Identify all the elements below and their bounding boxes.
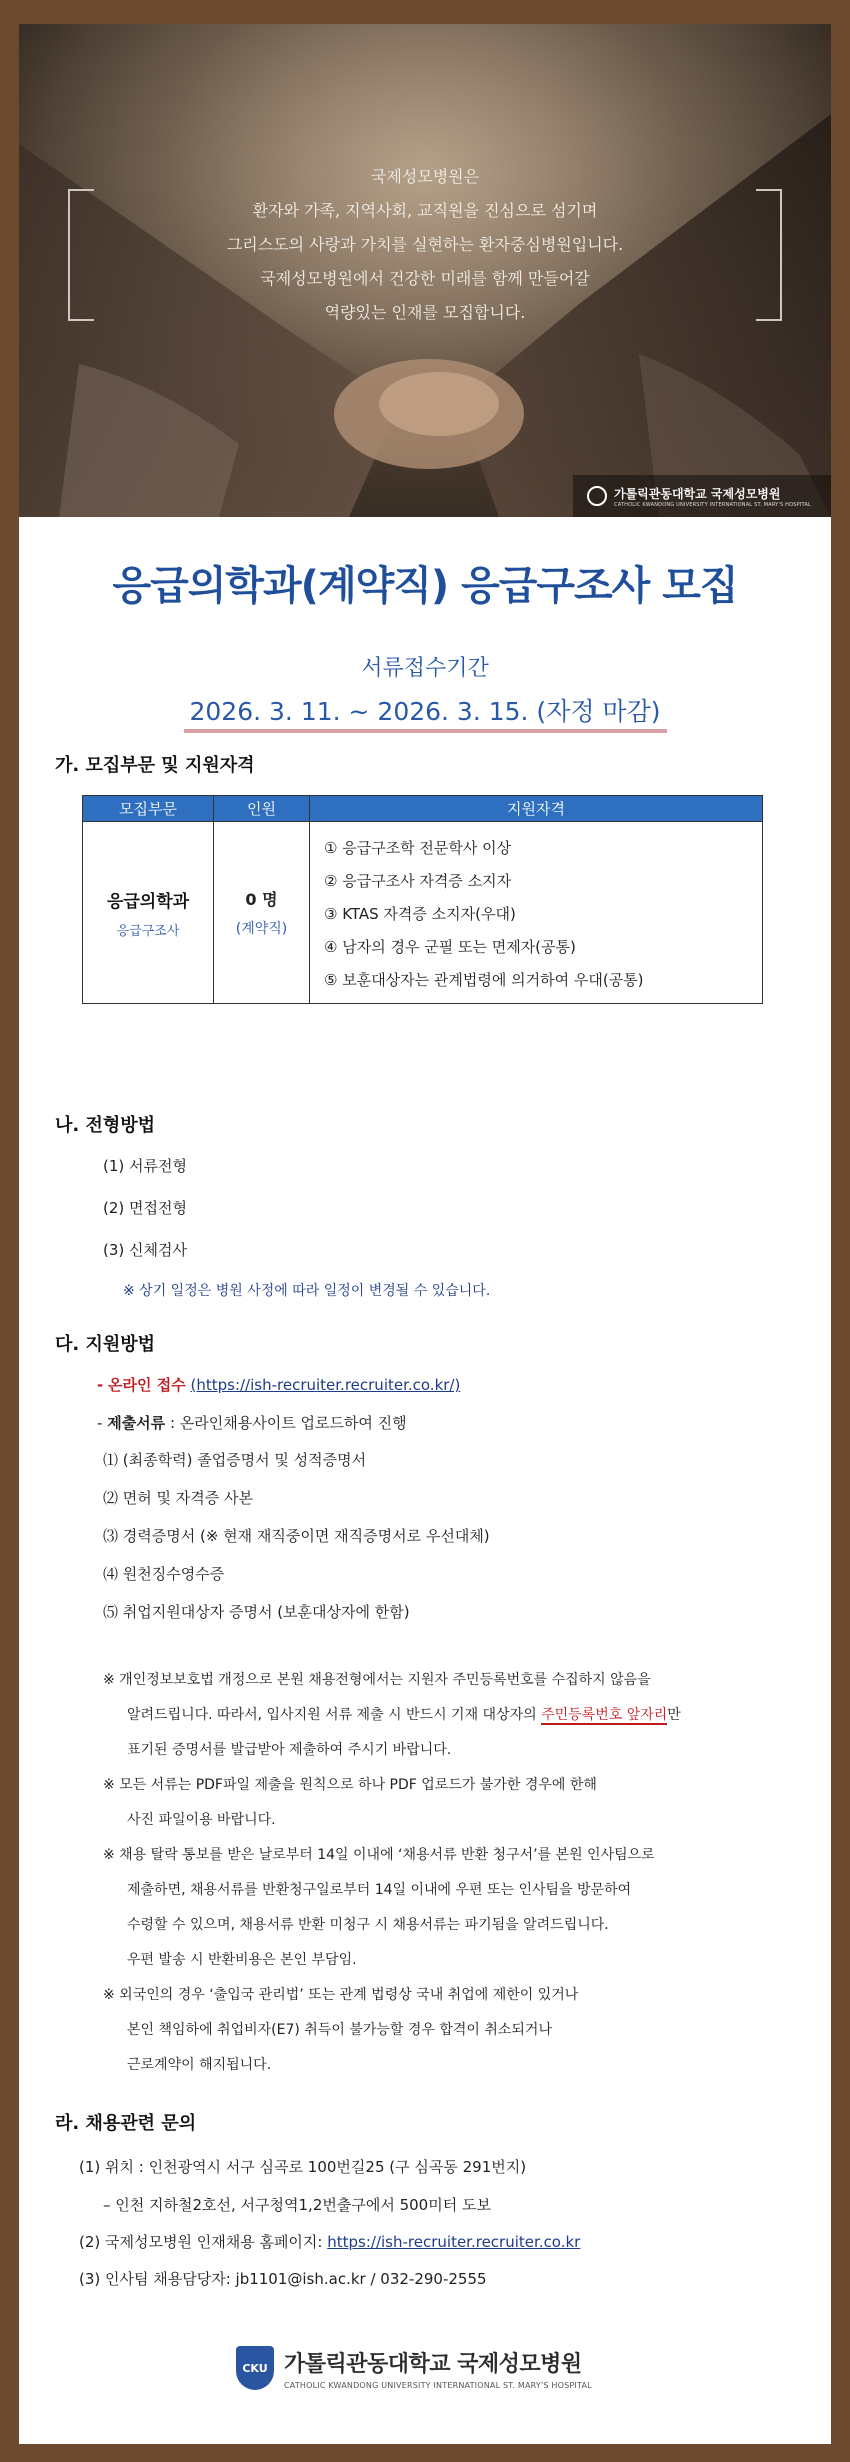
- right-bracket-decoration: [756, 189, 782, 321]
- privacy-note-line: 표기된 증명서를 발급받아 제출하여 주시기 바랍니다.: [127, 1742, 452, 1758]
- hero-line: 환자와 가족, 지역사회, 교직원을 진심으로 섬기며: [252, 201, 598, 220]
- section-c-heading: 다. 지원방법: [55, 1334, 156, 1355]
- hero-line: 그리스도의 사랑과 가치를 실현하는 환자중심병원입니다.: [226, 235, 624, 254]
- document-item: ⑸ 취업지원대상자 증명서 (보훈대상자에 한함): [103, 1603, 410, 1621]
- bullet-dash: -: [97, 1376, 104, 1394]
- foreigner-note-line: 본인 책임하에 취업비자(E7) 취득이 불가능할 경우 합격이 취소되거나: [127, 2022, 552, 2038]
- application-period: [19, 692, 831, 733]
- dept-cell: [83, 822, 214, 1004]
- hero-line: 국제성모병원은: [370, 167, 480, 186]
- left-bracket-decoration: [68, 189, 94, 321]
- schedule-note: ※ 상기 일정은 병원 사정에 따라 일정이 변경될 수 있습니다.: [123, 1283, 491, 1299]
- return-note-line: ※ 채용 탈락 통보를 받은 날로부터 14일 이내에 ‘채용서류 반환 청구서’를 본원 인사팀으로: [103, 1847, 655, 1863]
- section-b-heading: 나. 전형방법: [55, 1115, 156, 1136]
- document-item: ⑶ 경력증명서 (※ 현재 재직중이면 재직증명서로 우선대체): [103, 1527, 490, 1545]
- document-item: ⑵ 면허 및 자격증 사본: [103, 1489, 253, 1507]
- application-period-dates: 2026. 3. 11. ~ 2026. 3. 15. (자정 마감): [184, 692, 667, 733]
- online-application: [97, 1374, 460, 1395]
- document-item: ⑷ 원천징수영수증: [103, 1565, 225, 1583]
- online-application-label: 온라인 접수: [108, 1376, 186, 1394]
- hero-line: 국제성모병원에서 건강한 미래를 함께 만들어갈: [260, 269, 590, 288]
- qualifications-cell: [310, 822, 763, 1004]
- privacy-note-text: 알려드립니다. 따라서, 입사지원 서류 제출 시 반드시 기재 대상자의: [127, 1707, 537, 1723]
- hero-message: [119, 160, 731, 330]
- poster: [19, 24, 831, 2444]
- hero-logo-name: 가톨릭관동대학교 국제성모병원: [614, 486, 781, 501]
- transit-line: – 인천 지하철2호선, 서구청역1,2번출구에서 500미터 도보: [103, 2196, 491, 2214]
- page-title: 응급의학과(계약직) 응급구조사 모집: [112, 563, 738, 609]
- pdf-note-line: 사진 파일이용 바랍니다.: [127, 1812, 276, 1828]
- bullet-dash: -: [97, 1414, 103, 1432]
- step-item: (1) 서류전형: [103, 1157, 187, 1175]
- return-note-line: 수령할 수 있으며, 채용서류 반환 미청구 시 채용서류는 파기됨을 알려드립니다.: [127, 1917, 609, 1933]
- homepage-label: (2) 국제성모병원 인재채용 홈페이지:: [79, 2233, 323, 2251]
- col-dept-header: 모집부문: [83, 796, 214, 822]
- col-count-header: 인원: [214, 796, 310, 822]
- required-documents: [97, 1412, 407, 1433]
- col-qual-header: 지원자격: [310, 796, 763, 822]
- rrn-front-highlight: 주민등록번호 앞자리: [541, 1707, 668, 1723]
- count-cell: [214, 822, 310, 1004]
- section-a-heading: 가. 모집부문 및 지원자격: [55, 755, 255, 776]
- qualification-item: ① 응급구조학 전문학사 이상: [324, 839, 512, 857]
- step-item: (2) 면접전형: [103, 1199, 187, 1217]
- footer-hospital-sub: CATHOLIC KWANDONG UNIVERSITY INTERNATIONAL ST. MARY'S HOSPITAL: [284, 2380, 592, 2390]
- hero-line: 역량있는 인재를 모집합니다.: [324, 303, 526, 322]
- contact-line: (3) 인사팀 채용담당자: jb1101@ish.ac.kr / 032-290-2555: [79, 2270, 487, 2288]
- hero-hospital-logo: [573, 475, 831, 517]
- return-note-line: 우편 발송 시 반환비용은 본인 부담임.: [127, 1952, 357, 1968]
- pdf-note-line: ※ 모든 서류는 PDF파일 제출을 원칙으로 하나 PDF 업로드가 불가한 경우에 한해: [103, 1777, 597, 1793]
- dept-sub: 응급구조사: [116, 923, 180, 939]
- documents-text: : 온라인채용사이트 업로드하여 진행: [169, 1414, 407, 1432]
- location-line: (1) 위치 : 인천광역시 서구 심곡로 100번길25 (구 심곡동 291번지): [79, 2158, 527, 2176]
- return-note-line: 제출하면, 채용서류를 반환청구일로부터 14일 이내에 우편 또는 인사팀을 방문하여: [127, 1882, 632, 1898]
- documents-label: 제출서류: [107, 1414, 166, 1432]
- hero-logo-sub: CATHOLIC KWANDONG UNIVERSITY INTERNATIONAL ST. MARY'S HOSPITAL: [614, 501, 812, 508]
- qualification-item: ② 응급구조사 자격증 소지자: [324, 872, 512, 890]
- privacy-note-line: ※ 개인정보보호법 개정으로 본원 채용전형에서는 지원자 주민등록번호를 수집하지 않음을: [103, 1672, 651, 1688]
- application-period-label: 서류접수기간: [361, 656, 489, 681]
- section-d-heading: 라. 채용관련 문의: [55, 2113, 197, 2134]
- footer-hospital-logo: [236, 2346, 592, 2390]
- employment-type: (계약직): [235, 921, 288, 937]
- hero-banner: [19, 24, 831, 517]
- qualification-item: ③ KTAS 자격증 소지자(우대): [324, 905, 516, 923]
- foreigner-note-line: 근로계약이 해지됩니다.: [127, 2057, 272, 2073]
- privacy-note-text: 만: [667, 1707, 681, 1723]
- foreigner-note-line: ※ 외국인의 경우 ‘출입국 관리법’ 또는 관계 법령상 국내 취업에 제한이 있거나: [103, 1987, 579, 2003]
- privacy-note-line: [127, 1704, 681, 1724]
- step-item: (3) 신체검사: [103, 1241, 187, 1259]
- qualification-item: ⑤ 보훈대상자는 관계법령에 의거하여 우대(공통): [324, 971, 644, 989]
- qualification-item: ④ 남자의 경우 군필 또는 면제자(공통): [324, 938, 576, 956]
- homepage-link[interactable]: https://ish-recruiter.recruiter.co.kr: [327, 2233, 581, 2251]
- document-item: ⑴ (최종학력) 졸업증명서 및 성적증명서: [103, 1451, 367, 1469]
- dept-name: 응급의학과: [106, 891, 190, 912]
- homepage-line: [79, 2231, 580, 2252]
- recruit-site-link[interactable]: (https://ish-recruiter.recruiter.co.kr/): [190, 1376, 461, 1394]
- table-row: [83, 822, 763, 1004]
- headcount: 0 명: [245, 890, 278, 909]
- footer-hospital-name: 가톨릭관동대학교 국제성모병원: [284, 2351, 582, 2377]
- hospital-emblem-icon: [587, 486, 607, 506]
- table-header-row: [83, 796, 763, 822]
- cku-shield-icon: CKU: [236, 2346, 274, 2390]
- requirements-table: [82, 795, 763, 1004]
